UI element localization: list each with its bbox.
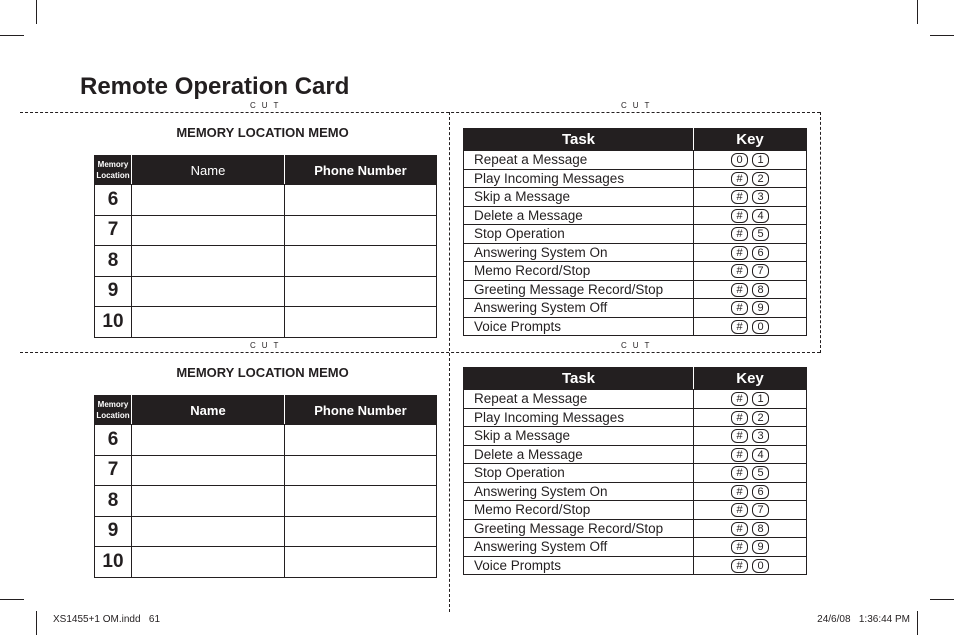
cut-label: CUT: [250, 101, 285, 110]
key-symbol: #: [731, 172, 748, 186]
task-key-table: [463, 128, 807, 336]
key-symbol: #: [731, 503, 748, 517]
table-row: [464, 262, 807, 281]
memory-location-table: [94, 155, 437, 338]
key-cell: [694, 464, 807, 483]
footer-file-info: XS1455+1 OM.indd 61: [53, 614, 161, 625]
key-symbol: #: [731, 301, 748, 315]
key-symbol: #: [731, 209, 748, 223]
header-line: Location: [96, 411, 130, 420]
location-number: 9: [95, 276, 132, 307]
key-symbol: #: [731, 559, 748, 573]
key-cell: [694, 225, 807, 244]
task-cell: Greeting Message Record/Stop: [464, 519, 694, 538]
key-cell: [694, 243, 807, 262]
key-cell: [694, 538, 807, 557]
table-row: [464, 188, 807, 207]
key-symbol: 9: [752, 301, 769, 315]
key-cell: [694, 482, 807, 501]
task-cell: Answering System Off: [464, 538, 694, 557]
crop-mark: [36, 0, 37, 24]
table-header-row: [95, 156, 437, 185]
phone-cell[interactable]: [285, 185, 437, 216]
key-header: Key: [694, 368, 807, 390]
table-row: [464, 225, 807, 244]
key-symbol: #: [731, 283, 748, 297]
phone-cell[interactable]: [285, 516, 437, 547]
key-cell: [694, 390, 807, 409]
key-header: Key: [694, 129, 807, 151]
key-symbol: 4: [752, 448, 769, 462]
table-row: [464, 556, 807, 575]
location-number: 7: [95, 455, 132, 486]
key-symbol: #: [731, 227, 748, 241]
key-symbol: #: [731, 246, 748, 260]
task-cell: Answering System On: [464, 243, 694, 262]
name-header: Name: [132, 396, 285, 425]
crop-mark: [917, 611, 918, 635]
key-symbol: 0: [752, 320, 769, 334]
table-row: [464, 538, 807, 557]
table-header-row: [95, 396, 437, 425]
key-cell: [694, 151, 807, 170]
phone-cell[interactable]: [285, 547, 437, 578]
cut-label: CUT: [621, 101, 656, 110]
key-symbol: 6: [752, 246, 769, 260]
key-symbol: #: [731, 429, 748, 443]
location-number: 9: [95, 516, 132, 547]
page-title: Remote Operation Card: [80, 73, 350, 100]
table-row: [95, 455, 437, 486]
task-cell: Greeting Message Record/Stop: [464, 280, 694, 299]
key-cell: [694, 427, 807, 446]
key-cell: [694, 556, 807, 575]
table-row: [464, 482, 807, 501]
key-symbol: #: [731, 448, 748, 462]
name-cell[interactable]: [132, 276, 285, 307]
task-cell: Answering System Off: [464, 299, 694, 318]
task-cell: Memo Record/Stop: [464, 262, 694, 281]
key-cell: [694, 519, 807, 538]
task-cell: Stop Operation: [464, 225, 694, 244]
name-cell[interactable]: [132, 547, 285, 578]
table-row: [464, 280, 807, 299]
key-cell: [694, 169, 807, 188]
table-row: [464, 317, 807, 336]
key-symbol: #: [731, 485, 748, 499]
table-row: [464, 408, 807, 427]
key-symbol: 7: [752, 264, 769, 278]
key-symbol: 3: [752, 190, 769, 204]
key-cell: [694, 445, 807, 464]
cut-line-middle: [20, 352, 820, 353]
key-symbol: 5: [752, 466, 769, 480]
key-cell: [694, 501, 807, 520]
key-symbol: #: [731, 190, 748, 204]
task-cell: Voice Prompts: [464, 556, 694, 575]
task-cell: Repeat a Message: [464, 390, 694, 409]
task-cell: Play Incoming Messages: [464, 408, 694, 427]
key-symbol: 6: [752, 485, 769, 499]
task-cell: Stop Operation: [464, 464, 694, 483]
key-symbol: 1: [752, 392, 769, 406]
name-cell[interactable]: [132, 215, 285, 246]
table-row: [95, 547, 437, 578]
location-number: 6: [95, 425, 132, 456]
key-symbol: 0: [752, 559, 769, 573]
name-cell[interactable]: [132, 516, 285, 547]
task-cell: Answering System On: [464, 482, 694, 501]
location-number: 7: [95, 215, 132, 246]
crop-mark: [0, 35, 24, 36]
task-cell: Delete a Message: [464, 206, 694, 225]
key-cell: [694, 299, 807, 318]
task-cell: Skip a Message: [464, 188, 694, 207]
table-row: [464, 299, 807, 318]
key-symbol: 5: [752, 227, 769, 241]
table-row: [95, 486, 437, 517]
memo-title: MEMORY LOCATION MEMO: [176, 125, 349, 140]
location-number: 6: [95, 185, 132, 216]
name-cell[interactable]: [132, 486, 285, 517]
key-cell: [694, 188, 807, 207]
key-cell: [694, 206, 807, 225]
key-symbol: 9: [752, 540, 769, 554]
table-row: [464, 501, 807, 520]
task-key-table: [463, 367, 807, 575]
table-row: [464, 169, 807, 188]
memory-location-table: [94, 395, 437, 578]
crop-mark: [36, 611, 37, 635]
name-cell[interactable]: [132, 307, 285, 338]
crop-mark: [0, 599, 24, 600]
key-symbol: 7: [752, 503, 769, 517]
task-cell: Memo Record/Stop: [464, 501, 694, 520]
location-number: 10: [95, 547, 132, 578]
memo-title: MEMORY LOCATION MEMO: [176, 365, 349, 380]
name-cell[interactable]: [132, 246, 285, 277]
header-line: Memory: [97, 400, 129, 409]
key-symbol: 2: [752, 411, 769, 425]
table-row: [464, 445, 807, 464]
key-symbol: #: [731, 320, 748, 334]
table-row: [95, 185, 437, 216]
cut-label: CUT: [621, 341, 656, 350]
task-cell: Play Incoming Messages: [464, 169, 694, 188]
task-cell: Delete a Message: [464, 445, 694, 464]
phone-cell[interactable]: [285, 425, 437, 456]
name-cell[interactable]: [132, 425, 285, 456]
table-row: [95, 276, 437, 307]
key-cell: [694, 317, 807, 336]
table-header-row: [464, 368, 807, 390]
key-symbol: 4: [752, 209, 769, 223]
key-symbol: #: [731, 466, 748, 480]
phone-cell[interactable]: [285, 276, 437, 307]
footer-timestamp: 24/6/08 1:36:44 PM: [817, 614, 910, 625]
name-cell[interactable]: [132, 185, 285, 216]
cut-line-right: [820, 112, 821, 353]
key-symbol: 3: [752, 429, 769, 443]
header-line: Memory: [97, 160, 129, 169]
key-symbol: 8: [752, 522, 769, 536]
header-line: Location: [96, 171, 130, 180]
cut-line-top: [20, 112, 820, 113]
key-symbol: 1: [752, 153, 769, 167]
crop-mark: [917, 0, 918, 24]
crop-mark: [930, 599, 954, 600]
key-symbol: 8: [752, 283, 769, 297]
task-cell: Voice Prompts: [464, 317, 694, 336]
phone-cell[interactable]: [285, 455, 437, 486]
phone-number-header: Phone Number: [285, 396, 437, 425]
location-number: 8: [95, 246, 132, 277]
table-header-row: [464, 129, 807, 151]
cut-line-center: [449, 112, 450, 612]
table-row: [95, 516, 437, 547]
name-cell[interactable]: [132, 455, 285, 486]
key-symbol: #: [731, 411, 748, 425]
task-header: Task: [464, 368, 694, 390]
key-symbol: #: [731, 264, 748, 278]
location-number: 8: [95, 486, 132, 517]
name-header: Name: [132, 156, 285, 185]
key-cell: [694, 262, 807, 281]
memory-location-header: [95, 156, 132, 185]
phone-cell[interactable]: [285, 215, 437, 246]
table-row: [464, 390, 807, 409]
key-symbol: #: [731, 392, 748, 406]
key-symbol: 2: [752, 172, 769, 186]
table-row: [464, 464, 807, 483]
phone-cell[interactable]: [285, 486, 437, 517]
key-symbol: #: [731, 522, 748, 536]
table-row: [95, 307, 437, 338]
crop-mark: [930, 35, 954, 36]
memory-location-header: [95, 396, 132, 425]
phone-cell[interactable]: [285, 246, 437, 277]
key-symbol: 0: [731, 153, 748, 167]
table-row: [464, 206, 807, 225]
location-number: 10: [95, 307, 132, 338]
phone-number-header: Phone Number: [285, 156, 437, 185]
table-row: [464, 519, 807, 538]
table-row: [95, 425, 437, 456]
table-row: [464, 243, 807, 262]
cut-label: CUT: [250, 341, 285, 350]
task-cell: Repeat a Message: [464, 151, 694, 170]
table-row: [95, 215, 437, 246]
task-header: Task: [464, 129, 694, 151]
key-cell: [694, 280, 807, 299]
table-row: [95, 246, 437, 277]
key-cell: [694, 408, 807, 427]
task-cell: Skip a Message: [464, 427, 694, 446]
table-row: [464, 151, 807, 170]
table-row: [464, 427, 807, 446]
key-symbol: #: [731, 540, 748, 554]
phone-cell[interactable]: [285, 307, 437, 338]
